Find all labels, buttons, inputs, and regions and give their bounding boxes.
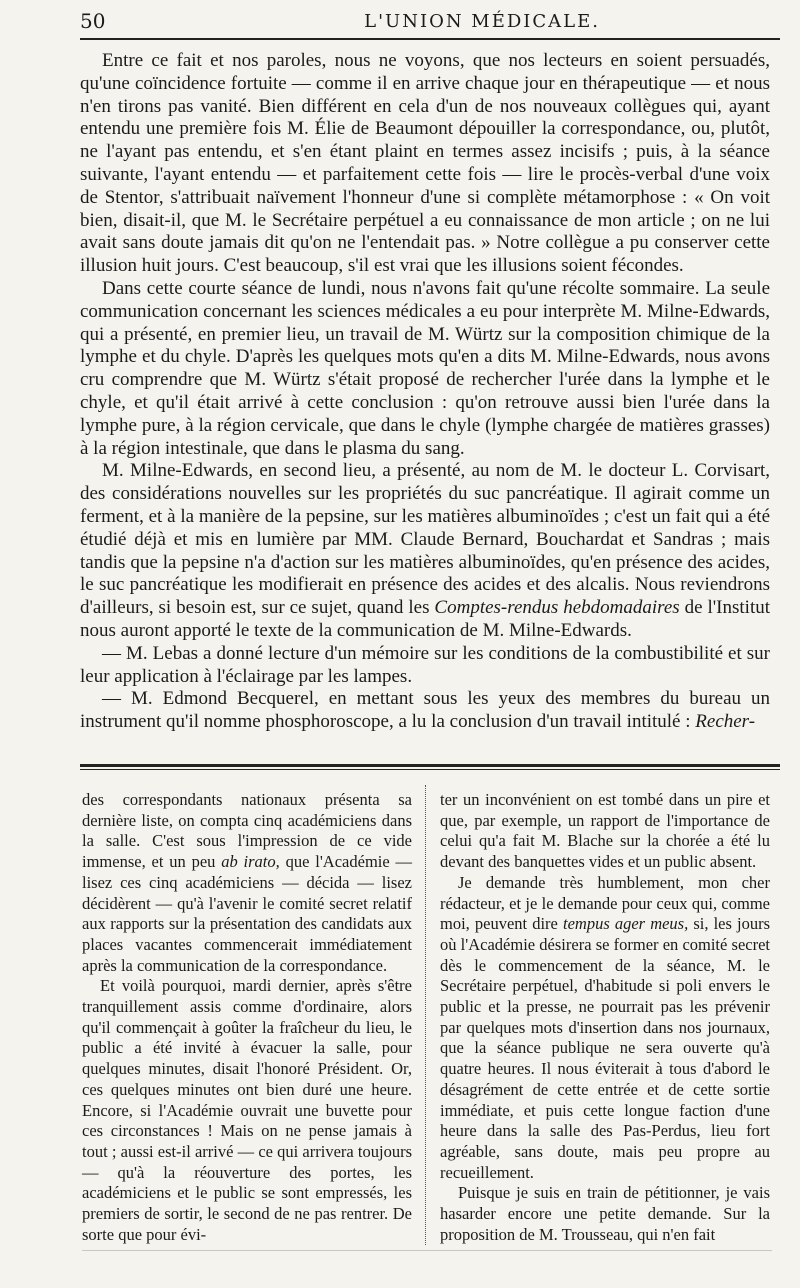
column-divider <box>425 785 426 1245</box>
paragraph: Et voilà pourquoi, mardi dernier, après s'être tranquillement assis comme d'ordinaire, alors qu'il commençait à goûter la fraîcheur du lieu, le public a été invité à évacuer la salle, pour quelques minutes, disait l'honoré Président. Or, ces quelques minutes ont bien duré une heure. Encore, si l'Académie ouvrait une buvette pour ces circonstances ! Mais on ne pense jamais à tout ; aussi est-il arrivé — ce qui arrivera toujours — qu'à la réouverture des portes, les académiciens et le public se sont empressés, les premiers de sortir, le second de ne pas rentrer. De sorte que pour évi- <box>82 976 412 1244</box>
italic-phrase: ab irato, <box>221 852 280 872</box>
paragraph: — M. Lebas a donné lecture d'un mémoire sur les conditions de la combustibilité et sur leur application à l'éclairage par les lampes. <box>80 642 770 687</box>
paragraph: Puisque je suis en train de pétitionner, je vais hasarder encore une petite demande. Sur la proposition de M. Trousseau, qui n'en fait <box>440 1183 770 1244</box>
paragraph: M. Milne-Edwards, en second lieu, a présenté, au nom de M. le docteur L. Corvisart, des considérations nouvelles sur les propriétés du suc pancréatique. Il agirait comme un ferment, et à la manière de la pepsine, sur les matières albuminoïdes ; c'est un fait qui a été étudié déjà et mis en lumière par MM. Claude Bernard, Bouchardat et Sandras ; mais tandis que la pepsine n'a d'action sur les matières albuminoïdes, qu'en présence des acides, le suc pancréatique les modifierait en présence des acides et des alcalis. Nous reviendrons d'ailleurs, si besoin est, sur ce sujet, quand les Comptes-rendus hebdomadaires de l'Institut nous auront apporté le texte de la communication de M. Milne-Edwards. <box>80 460 771 641</box>
feuilleton-left-column <box>82 790 412 1245</box>
italic-phrase: tempus ager meus, <box>563 914 689 934</box>
italic-title: Comptes-rendus hebdomadaires <box>434 597 680 619</box>
paragraph: Entre ce fait et nos paroles, nous ne voyons, que nos lecteurs en soient persuadés, qu'une coïncidence fortuite — comme il en arrive chaque jour en thérapeutique — et nous n'en tirons pas vanité. Bien différent en cela d'un de nos nouveaux collègues qui, ayant entendu une première fois M. Élie de Beaumont dépouiller la correspondance, ou, plutôt, ne l'ayant pas entendu, et s'en étant plaint en termes assez incisifs ; puis, à la séance suivante, l'ayant entendu — et parfaitement cette fois — lire le procès-verbal d'une voix de Stentor, s'attribuait naïvement l'honneur d'une si complète métamorphose : « On voit bien, disait-il, que M. le Secrétaire perpétuel a eu connaissance de mon article ; on ne lui avait sans doute jamais dit qu'on ne l'entendait pas. » Notre collègue a pu conserver cette illusion huit jours. C'est beaucoup, s'il est vrai que les illusions soient fécondes. <box>80 50 770 277</box>
page-number: 50 <box>80 9 106 33</box>
paragraph: des correspondants nationaux présenta sa dernière liste, on compta cinq académiciens dans la salle. C'est sous l'impression de ce vide immense, et un peu ab irato, que l'Académie — lisez ces cinq académiciens — décida — lisez décidèrent — qu'à l'avenir le comité secret relatif aux rapports sur la présentation des candidats aux places vacantes commencerait immédiatement après la communication de la correspondance. <box>82 790 413 975</box>
paragraph: — M. Edmond Becquerel, en mettant sous les yeux des membres du bureau un instrument qu'il nomme phosphoroscope, a lu la conclusion d'un travail intitulé : Recher- <box>80 688 770 733</box>
section-separator <box>80 764 780 770</box>
paragraph: ter un inconvénient on est tombé dans un pire et que, par exemple, un rapport de l'importance de celui qu'a fait M. Blache sur la chorée a été lu devant des banquettes vides et un public absent. <box>440 790 770 872</box>
paragraph: Dans cette courte séance de lundi, nous n'avons fait qu'une récolte sommaire. La seule communication concernant les sciences médicales a eu pour interprète M. Milne-Edwards, qui a présenté, en premier lieu, un travail de M. Würtz sur la composition chimique de la lymphe et du chyle. D'après les quelques mots qu'en a dits M. Milne-Edwards, nous avons cru comprendre que M. Würtz s'était proposé de rechercher l'urée dans la lymphe et le chyle, et qu'il était arrivé à cette conclusion : qu'on retrouve aussi bien l'urée dans la lymphe pure, à la région cervicale, que dans le chyle (lymphe chargée de matières grasses) à la région intestinale, que dans le plasma du sang. <box>80 277 770 459</box>
paragraph: Je demande très humblement, mon cher rédacteur, et je le demande pour ceux qui, comme moi, peuvent dire tempus ager meus, si, les jours où l'Académie désirera se former en comité secret dès le commencement de la séance, M. le Secrétaire perpétuel, d'habitude si poli envers le public et la presse, ne pourrait pas les prévenir par quelques mots d'insertion dans nos journaux, que la séance publique ne sera ouverte qu'à quatre heures. Il nous éviterait à tous d'abord le désagrément de cette entrée et de cette sortie immédiate, et puis cette longue faction d'une heure dans la salle des Pas-Perdus, lieu fort agréable, sans doute, mais peu propre au recueillement. <box>440 872 771 1182</box>
italic-word: Recher- <box>695 711 756 733</box>
page-header <box>80 4 780 38</box>
journal-title: L'UNION MÉDICALE. <box>364 10 600 32</box>
bottom-edge <box>82 1250 772 1251</box>
main-article <box>80 50 770 734</box>
feuilleton-right-column <box>440 790 770 1245</box>
header-rule <box>80 38 780 40</box>
